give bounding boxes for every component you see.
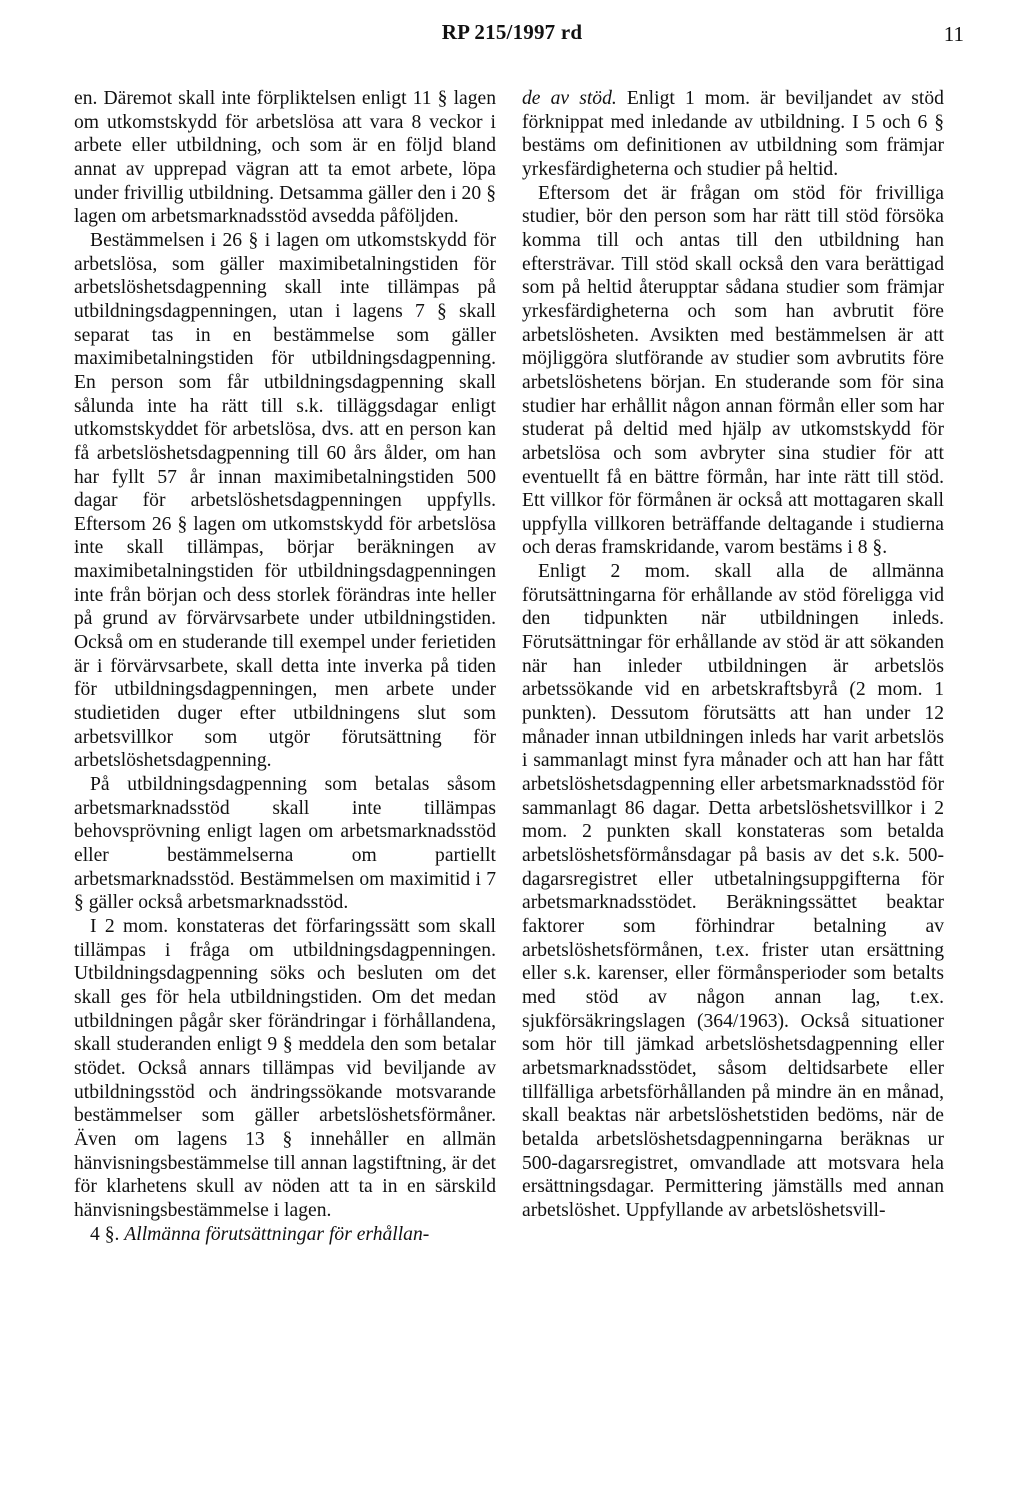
section-number: 4 §. xyxy=(90,1223,120,1245)
section-heading: Allmänna förutsättningar för erhållan- xyxy=(124,1223,430,1245)
paragraph: en. Däremot skall inte förpliktelsen enligt 11 § lagen om utkomstskydd för arbetslösa att vara 8 veckor i arbete eller utbildning, och som är en följd bland annat av upprepad vägran att ta emot arbete, löpa under frivillig utbildning. Detsamma gäller den i 20 § lagen om arbetsmarknadsstöd avsedda påföljden. xyxy=(74,88,496,228)
left-column xyxy=(74,87,496,1246)
page-number: 11 xyxy=(943,22,964,46)
paragraph xyxy=(522,87,944,182)
paragraph: I 2 mom. konstateras det förfaringssätt som skall tillämpas i fråga om utbildningsdagpenningen. Utbildningsdagpenning söks och besluten om det skall ges för hela utbildningstiden. Om det medan utbildningen pågår sker förändringar i förhållandena, skall studeranden enligt 9 § meddela den som betalar stödet. Också annars tillämpas vid beviljande av utbildningsstöd och ändringssökande motsvarande bestämmelser som gäller arbetslöshetsförmåner. Även om lagens 13 § innehåller en allmän hänvisningsbestämmelse till annan lagstiftning, är det för klarhetens skull av nöden att ta in en särskild hänvisningsbestämmelse i lagen. xyxy=(74,915,496,1221)
paragraph: Eftersom det är frågan om stöd för frivilliga studier, bör den person som har rätt till stöd försöka komma till och antas till den utbildning han eftersträvar. Till stöd skall också den vara berättigad som på heltid återupptar sådana studier som främjar yrkesfärdigheterna och som han avbrutit före arbetslösheten. Avsikten med bestämmelsen är att möjliggöra slutförande av studier som avbrutits före arbetslöshetens början. En studerande som för sina studier har erhållit någon annan förmån eller som har studerat på deltid med hjälp av utkomstskydd för arbetslösa och som avbryter sina studier för att eventuellt få en bättre förmån, har inte rätt till stöd. Ett villkor för förmånen är också att mottagaren skall uppfylla villkoren beträffande deltagande i studierna och deras framskridande, varom bestäms i 8 §. xyxy=(522,182,944,559)
paragraph: Enligt 2 mom. skall alla de allmänna förutsättningarna för erhållande av stöd föreligga vid den tidpunkten när utbildningen inleds. Förutsättningar för erhållande av stöd är att sökanden när han inleder utbildningen är arbetslös arbetssökande vid en arbetskraftsbyrå (2 mom. 1 punkten). Dessutom förutsätts att han under 12 månader innan utbildningen inleds har varit arbetslös i sammanlagt minst fyra månader och att han har fått arbetslöshetsdagpenning eller arbetsmarknadsstöd för sammanlagt 86 dagar. Detta arbetslöshetsvillkor i 2 mom. 2 punkten skall konstateras som betalda arbetslöshetsförmånsdagar på basis av det s.k. 500-dagarsregistret eller utbetalningsuppgifterna för arbetsmarknadsstödet. Beräkningssättet beaktar faktorer som förhindrar betalning av arbetslöshetsförmånen, t.ex. frister utan ersättning eller s.k. karenser, eller förmånsperioder som betalts med stöd av någon annan lag, t.ex. sjukförsäkringslagen (364/1963). Också situationer som hör till jämkad arbetslöshetsdagpenning eller arbetsmarknadsstödet, såsom deltidsarbete eller tillfälliga arbetsförhållanden på mindre än en månad, skall beaktas när arbetslöshetstiden bedöms, när de betalda arbetslöshetsdagpenningarna beräknas ur 500-dagarsregistret, omvandlade att motsvara hela ersättningsdagar. Permittering jämställs med annan arbetslöshet. Uppfyllande av arbetslöshetsvill- xyxy=(522,561,944,1221)
paragraph: På utbildningsdagpenning som betalas såsom arbetsmarknadsstöd skall inte tillämpas behovsprövning enligt lagen om arbetsmarknadsstöd eller bestämmelserna om partiellt arbetsmarknadsstöd. Bestämmelsen om maximitid i 7 § gäller också arbetsmarknadsstöd. xyxy=(74,774,496,914)
paragraph-text: Enligt 1 mom. är beviljandet av stöd förknippat med inledande av utbildning. I 5 och 6 § bestäms om definitionen av utbildning som främjar yrkesfärdigheterna och studier på heltid. xyxy=(522,88,944,180)
heading-continuation: de av stöd. xyxy=(522,88,617,109)
page-header xyxy=(0,20,1024,56)
document-id: RP 215/1997 rd xyxy=(441,20,583,44)
paragraph: Bestämmelsen i 26 § i lagen om utkomstskydd för arbetslösa, som gäller maximibetalningstiden för arbetslöshetsdagpenning skall inte tillämpas på utbildningsdagpenningen, utan i lagens 7 § skall separat tas in en bestämmelse som gäller maximibetalningstiden för utbildningsdagpenning. En person som får utbildningsdagpenning skall sålunda inte ha rätt till s.k. tilläggsdagar enligt utkomstskyddet för arbetslösa, dvs. att en person kan få arbetslöshetsdagpenning till 60 års ålder, om han har fyllt 57 år innan maximibetalningstiden 500 dagar för arbetslöshetsdagpenningen uppfylls. Eftersom 26 § lagen om utkomstskydd för arbetslösa inte skall tillämpas, börjar beräkningen av maximibetalningstiden för utbildningsdagpenningen inte från början och dess storlek förändras inte heller på grund av förvärvsarbete under utbildningstiden. Också om en studerande till exempel under ferietiden är i förvärvsarbete, skall detta inte inverka på tiden för utbildningsdagpenningen, men arbete under studietiden duger efter utbildningens slut som arbetsvillkor som utgör förutsättning för arbetslöshetsdagpenning. xyxy=(74,229,496,772)
right-column xyxy=(522,87,944,1223)
section-heading-paragraph xyxy=(74,1223,496,1247)
